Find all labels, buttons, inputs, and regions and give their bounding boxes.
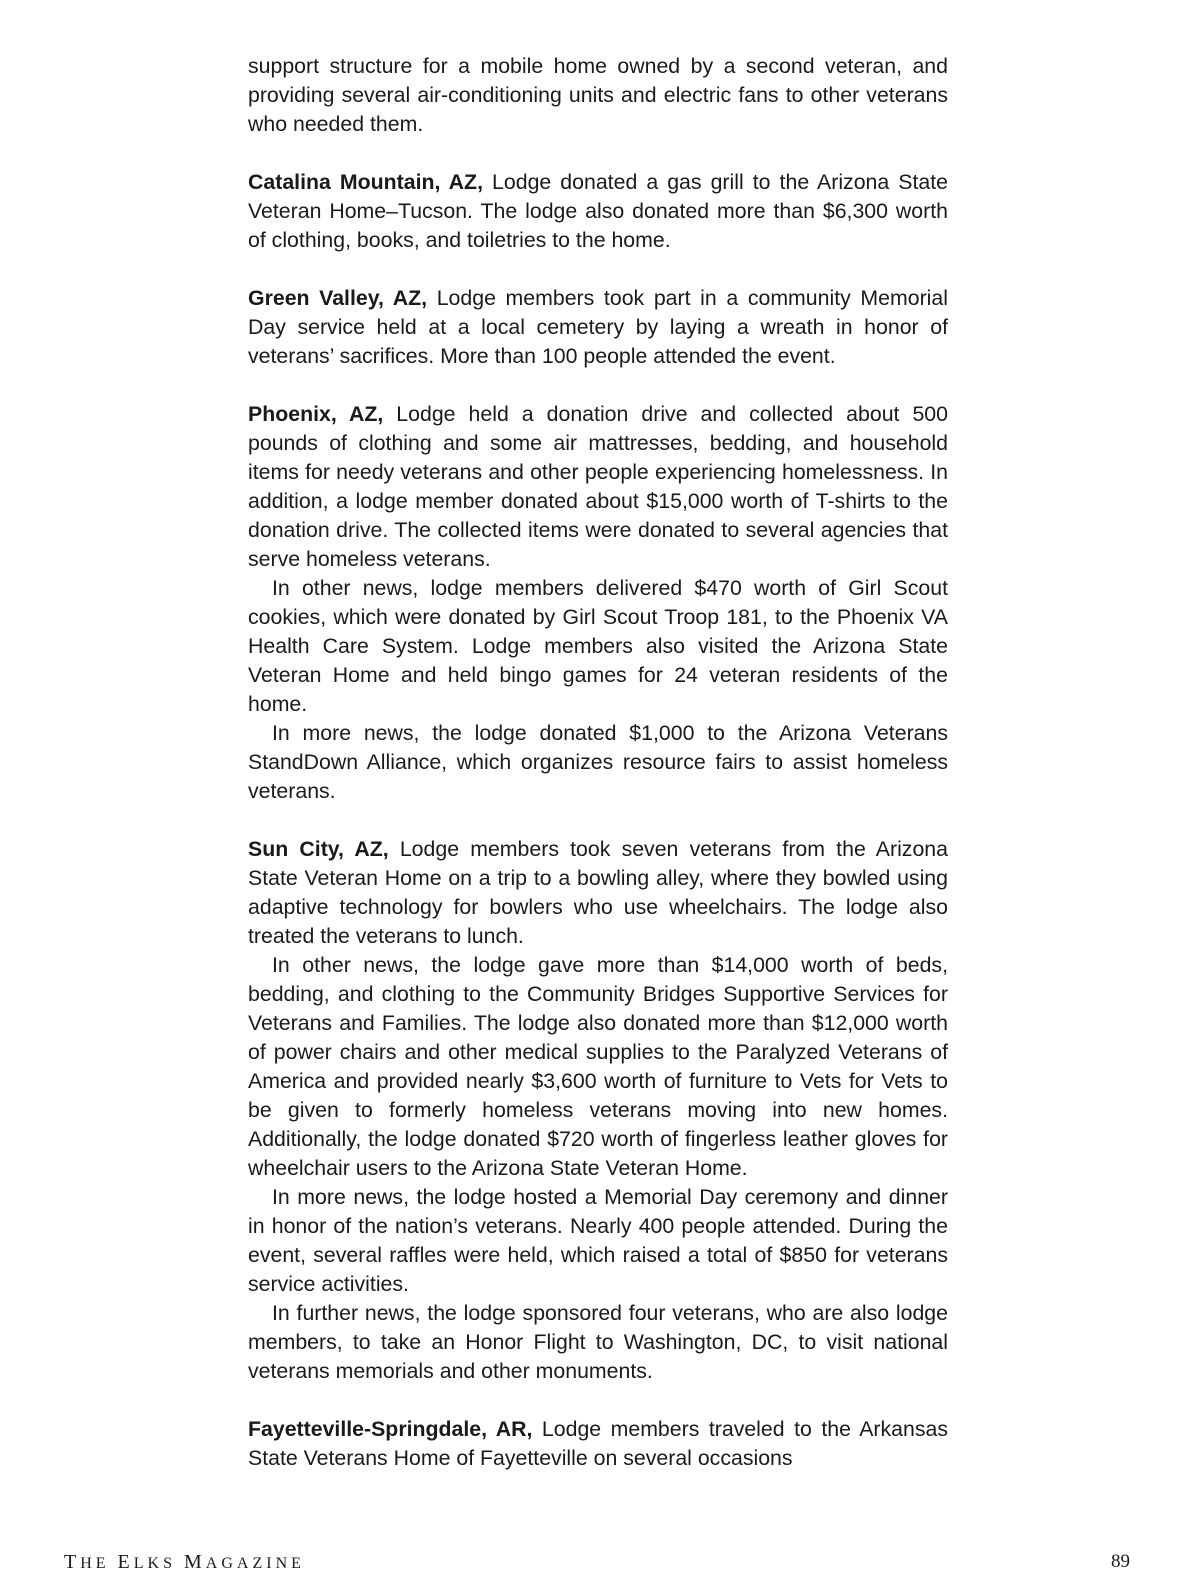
page-number: 89 (1111, 1551, 1130, 1572)
magazine-name (64, 1551, 305, 1574)
fayetteville-springdale-entry (248, 1415, 948, 1473)
phoenix-paragraph-2: In other news, lodge members delivered $470 worth of Girl Scout cookies, which were donated by Girl Scout Troop 181, to the Phoenix VA Health Care System. Lodge members also visited the Arizona State Veteran Home and held bingo games for 24 veteran residents of the home. (248, 576, 948, 716)
fayetteville-springdale-text: Lodge members traveled to the Arkansas State Veterans Home of Fayetteville on several occasions (248, 1417, 948, 1470)
article-column (248, 52, 948, 1473)
sun-city-entry (248, 835, 948, 951)
magazine-name-part-agazine: AGAZINE (205, 1555, 305, 1572)
phoenix-lodge-name: Phoenix, AZ, (248, 402, 384, 426)
magazine-name-cap-m: M (184, 1551, 206, 1573)
sun-city-paragraph-3: In more news, the lodge hosted a Memorial Day ceremony and dinner in honor of the nation’s veterans. Nearly 400 people attended. During the event, several raffles were held, which raised a total of $850 for veterans service activities. (248, 1185, 948, 1296)
sun-city-paragraph-2: In other news, the lodge gave more than $14,000 worth of beds, bedding, and clothing to the Community Bridges Supportive Services for Veterans and Families. The lodge also donated more than $12,000 worth of power chairs and other medical supplies to the Paralyzed Veterans of America and provided nearly $3,600 worth of furniture to Vets for Vets to be given to formerly homeless veterans moving into new homes. Additionally, the lodge donated $720 worth of fingerless leather gloves for wheelchair users to the Arizona State Veteran Home. (248, 953, 948, 1180)
magazine-name-part-lks: LKS (133, 1555, 184, 1572)
phoenix-entry (248, 400, 948, 574)
green-valley-text: Lodge members took part in a community Memorial Day service held at a local cemetery by laying a wreath in honor of veterans’ sacrifices. More than 100 people attended the event. (248, 286, 948, 368)
green-valley-lodge-name: Green Valley, AZ, (248, 286, 428, 310)
catalina-mountain-text: Lodge donated a gas grill to the Arizona State Veteran Home–Tucson. The lodge also donated more than $6,300 worth of clothing, books, and toiletries to the home. (248, 170, 948, 252)
magazine-name-part-he: HE (80, 1555, 118, 1572)
catalina-mountain-entry (248, 168, 948, 255)
catalina-mountain-lodge-name: Catalina Mountain, AZ, (248, 170, 483, 194)
intro-continued-paragraph: support structure for a mobile home owned by a second veteran, and providing several air-conditioning units and electric fans to other veterans who needed them. (248, 54, 948, 136)
sun-city-paragraph-4: In further news, the lodge sponsored four veterans, who are also lodge members, to take an Honor Flight to Washington, DC, to visit national veterans memorials and other monuments. (248, 1301, 948, 1383)
green-valley-entry (248, 284, 948, 371)
sun-city-text: Lodge members took seven veterans from the Arizona State Veteran Home on a trip to a bowling alley, where they bowled using adaptive technology for bowlers who use wheelchairs. The lodge also treated the veterans to lunch. (248, 837, 948, 948)
magazine-name-cap-t: T (64, 1551, 81, 1573)
phoenix-paragraph-3: In more news, the lodge donated $1,000 to the Arizona Veterans StandDown Alliance, which organizes resource fairs to assist homeless veterans. (248, 721, 948, 803)
phoenix-text: Lodge held a donation drive and collected about 500 pounds of clothing and some air mattresses, bedding, and household items for needy veterans and other people experiencing homelessness. In addition, a lodge member donated about $15,000 worth of T-shirts to the donation drive. The collected items were donated to several agencies that serve homeless veterans. (248, 402, 948, 571)
sun-city-lodge-name: Sun City, AZ, (248, 837, 389, 861)
magazine-name-cap-e: E (117, 1551, 134, 1573)
fayetteville-springdale-lodge-name: Fayetteville-Springdale, AR, (248, 1417, 533, 1441)
